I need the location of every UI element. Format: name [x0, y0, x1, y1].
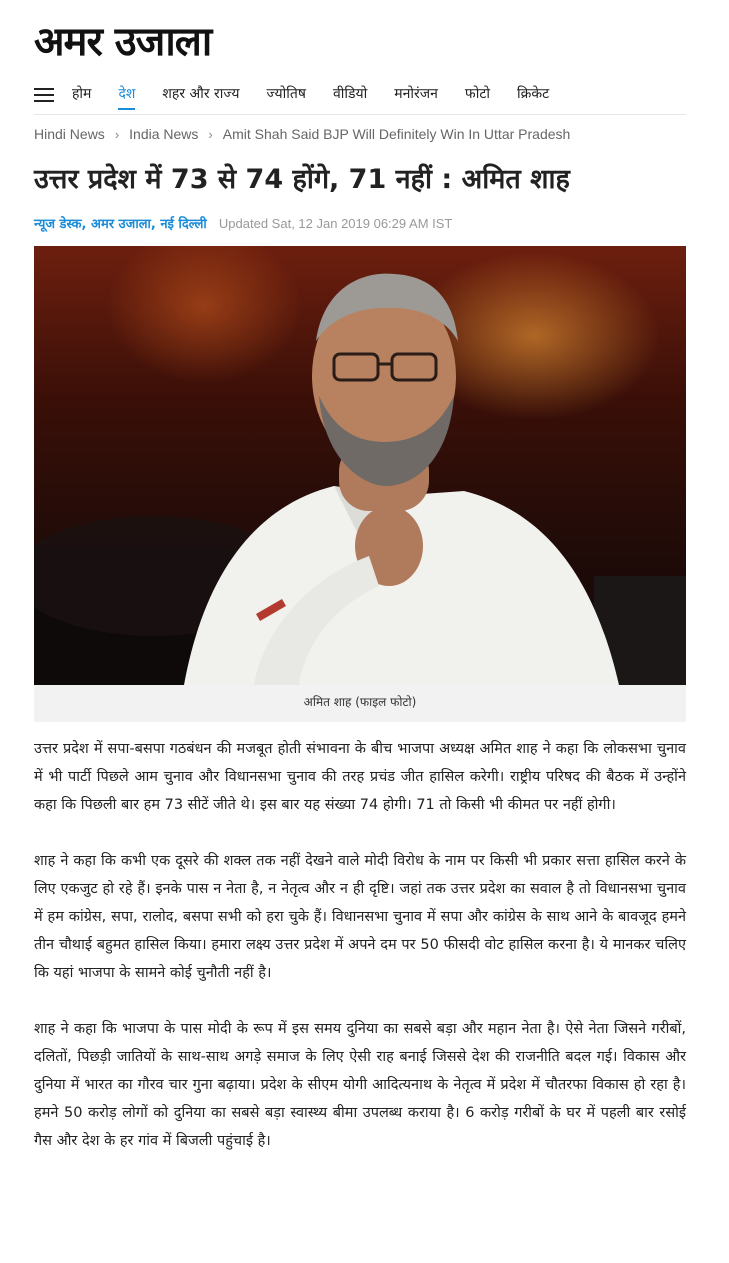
main-nav: [34, 74, 694, 114]
hamburger-icon[interactable]: [34, 87, 54, 102]
nav-item-entertainment[interactable]: मनोरंजन: [394, 86, 438, 102]
breadcrumb: [34, 124, 570, 144]
image-caption: अमित शाह (फाइल फोटो): [303, 695, 417, 709]
nav-item-photo[interactable]: फोटो: [464, 86, 491, 102]
article-photo: [34, 246, 686, 685]
article-headline: उत्तर प्रदेश में 73 से 74 होंगे, 71 नहीं : अमित शाह: [34, 164, 570, 195]
nav-divider: [34, 114, 686, 115]
breadcrumb-hindi-news[interactable]: Hindi News: [34, 126, 105, 142]
nav-item-home[interactable]: होम: [72, 86, 92, 102]
breadcrumb-separator: ›: [114, 126, 120, 142]
breadcrumb-separator: ›: [208, 126, 213, 142]
portrait-illustration: [34, 246, 686, 685]
byline-updated: Updated Sat, 12 Jan 2019 06:29 AM IST: [218, 216, 453, 231]
breadcrumb-current: Amit Shah Said BJP Will Definitely Win In Uttar Pradesh: [222, 126, 571, 142]
article-paragraph: उत्तर प्रदेश में सपा-बसपा गठबंधन की मजबूत होती संभावना के बीच भाजपा अध्यक्ष अमित शाह ने कहा कि लोकसभा चुनाव में भी पार्टी पिछले आम चुनाव और विधानसभा चुनाव की तरह प्रचंड जीत हासिल करेगी। राष्ट्रीय परिषद की बैठक में उन्होंने कहा कि पिछली बार हम 73 सीटें जीते थे। इस बार यह संख्या 74 होगी। 71 तो किसी भी कीमत पर नहीं होगी।: [34, 741, 686, 813]
byline-author[interactable]: न्यूज डेस्क, अमर उजाला, नई दिल्ली: [34, 217, 207, 232]
article-byline: [34, 214, 452, 234]
article-figure: [34, 246, 686, 722]
nav-item-video[interactable]: वीडियो: [332, 86, 368, 102]
nav-item-astrology[interactable]: ज्योतिष: [266, 86, 306, 102]
article-body: [34, 735, 686, 1183]
nav-item-city-state[interactable]: शहर और राज्य: [162, 86, 240, 102]
nav-item-cricket[interactable]: क्रिकेट: [517, 86, 550, 102]
article-paragraph: शाह ने कहा कि कभी एक दूसरे की शक्ल तक नहीं देखने वाले मोदी विरोध के नाम पर किसी भी प्रकार सत्ता हासिल करने के लिए एकजुट हो रहे हैं। इनके पास न नेता है, न नेतृत्व और न ही दृष्टि। जहां तक उत्तर प्रदेश का सवाल है तो विधानसभा चुनाव में हम कांग्रेस, सपा, रालोद, बसपा सभी को हरा चुके हैं। विधानसभा चुनाव में सपा और कांग्रेस के साथ आने के बावजूद हमने तीन चौथाई बहुमत हासिल किया। हमारा लक्ष्य उत्तर प्रदेश में अपने दम पर 50 फीसदी वोट हासिल करना है। ये मानकर चलिए कि यहां भाजपा के सामने कोई चुनौती नहीं है।: [34, 853, 686, 981]
site-logo[interactable]: अमर उजाला: [34, 19, 212, 65]
breadcrumb-india-news[interactable]: India News: [129, 126, 199, 142]
nav-item-desh[interactable]: देश: [118, 74, 135, 114]
article-paragraph: शाह ने कहा कि भाजपा के पास मोदी के रूप में इस समय दुनिया का सबसे बड़ा और महान नेता है। ऐसे नेता जिसने गरीबों, दलितों, पिछड़ी जातियों के साथ-साथ अगड़े समाज के लिए ऐसी राह बनाई जिससे देश की राजनीति बदल गई। विकास और दुनिया में भारत का गौरव चार गुना बढ़ाया। प्रदेश के सीएम योगी आदित्यनाथ के नेतृत्व में प्रदेश में चौतरफा विकास हो रहा है। हमने 50 करोड़ लोगों को दुनिया का सबसे बड़ा स्वास्थ्य बीमा उपलब्ध कराया है। 6 करोड़ गरीबों के घर में पहली बार रसोई गैस और देश के हर गांव में बिजली पहुंचाई है।: [34, 1021, 686, 1149]
